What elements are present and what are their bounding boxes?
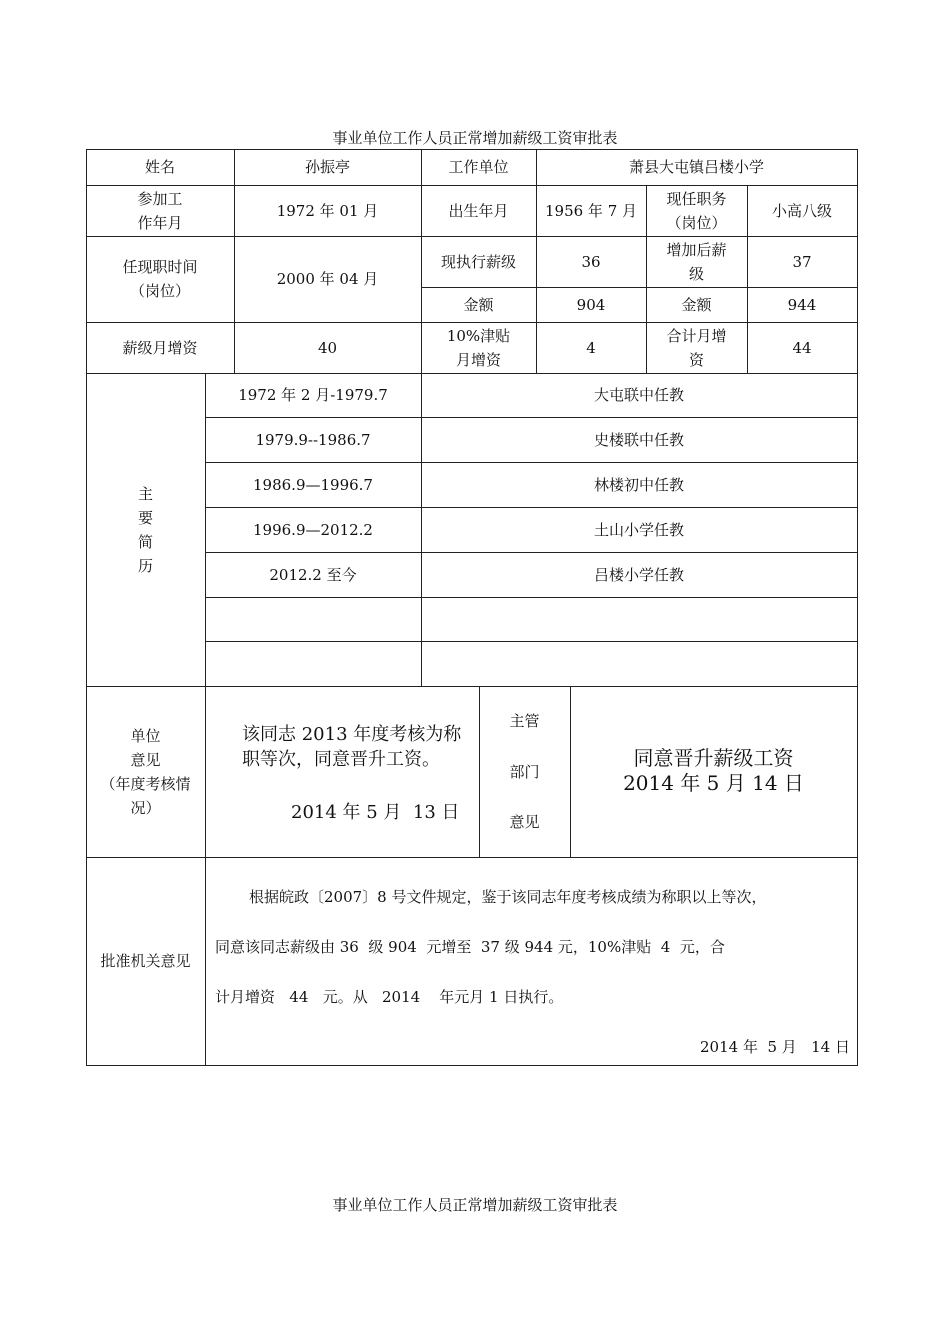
unit-opinion-label: 单位 意见 （年度考核情 况） (100, 726, 191, 817)
current-grade-label: 现执行薪级 (440, 252, 516, 271)
tenure-value: 2000 年 04 月 (276, 270, 379, 288)
new-grade-value: 37 (792, 252, 812, 271)
resume-period: 2012.2 至今 (269, 565, 357, 584)
resume-period (205, 597, 421, 641)
approval-date: 2014 年 5 月 14 日 (700, 1038, 850, 1056)
birth-label: 出生年月 (448, 201, 509, 220)
allowance-value: 4 (586, 338, 596, 357)
new-amount-label: 金额 (681, 295, 712, 314)
total-increase-label: 合计月增 资 (666, 326, 727, 369)
approval-line: 计月增资 44 元。从 2014 年元月 1 日执行。 (215, 988, 564, 1006)
resume-label: 主 要 简 历 (137, 484, 153, 575)
resume-period: 1972 年 2 月-1979.7 (238, 386, 388, 404)
resume-place: 大屯联中任教 (593, 386, 684, 404)
new-amount-value: 944 (787, 295, 817, 314)
form-title-repeat: 事业单位工作人员正常增加薪级工资审批表 (332, 1196, 618, 1214)
unit-opinion-date: 2014 年 5 月 13 日 (291, 802, 460, 823)
dept-opinion-label: 主管 部门 意见 (509, 712, 540, 831)
resume-place (421, 597, 857, 641)
unit-opinion-text: 该同志 2013 年度考核为称 职等次，同意晋升工资。 (242, 724, 462, 770)
resume-place (421, 641, 857, 686)
post-label: 现任职务 （岗位） (666, 189, 727, 232)
unit-label: 工作单位 (448, 158, 509, 176)
join-date-label: 参加工 作年月 (137, 189, 183, 232)
resume-place: 史楼联中任教 (593, 430, 684, 449)
approval-line: 同意该同志薪级由 36 级 904 元增至 37 级 944 元，10%津贴 4 元，合 (215, 938, 725, 956)
current-grade-value: 36 (581, 252, 601, 271)
name-label: 姓名 (144, 158, 175, 176)
resume-period: 1979.9--1986.7 (255, 430, 371, 449)
total-increase-value: 44 (792, 338, 812, 357)
approval-label: 批准机关意见 (100, 952, 191, 970)
monthly-increase-label: 薪级月增资 (122, 338, 198, 357)
birth-value: 1956 年 7 月 (544, 201, 638, 220)
allowance-label: 10%津贴 月增资 (446, 326, 511, 369)
resume-place: 土山小学任教 (593, 520, 684, 539)
tenure-label: 任现职时间 （岗位） (122, 258, 198, 300)
form-title: 事业单位工作人员正常增加薪级工资审批表 (332, 129, 618, 147)
unit-value: 萧县大屯镇吕楼小学 (628, 158, 764, 176)
current-amount-label: 金额 (463, 295, 494, 314)
resume-period: 1996.9—2012.2 (253, 520, 373, 539)
resume-place: 林楼初中任教 (593, 475, 684, 494)
new-grade-label: 增加后薪 级 (666, 240, 727, 283)
post-value: 小高八级 (771, 201, 832, 220)
approval-line: 根据皖政〔2007〕8 号文件规定，鉴于该同志年度考核成绩为称职以上等次， (249, 888, 767, 906)
name-value: 孙振亭 (304, 158, 350, 176)
resume-place: 吕楼小学任教 (593, 565, 684, 584)
dept-opinion-text: 同意晋升薪级工资 2014 年 5 月 14 日 (623, 746, 804, 795)
resume-period: 1986.9—1996.7 (253, 475, 373, 494)
join-date-value: 1972 年 01 月 (276, 201, 379, 220)
resume-period (205, 641, 421, 686)
current-amount-value: 904 (576, 295, 606, 314)
monthly-increase-value: 40 (317, 338, 338, 357)
